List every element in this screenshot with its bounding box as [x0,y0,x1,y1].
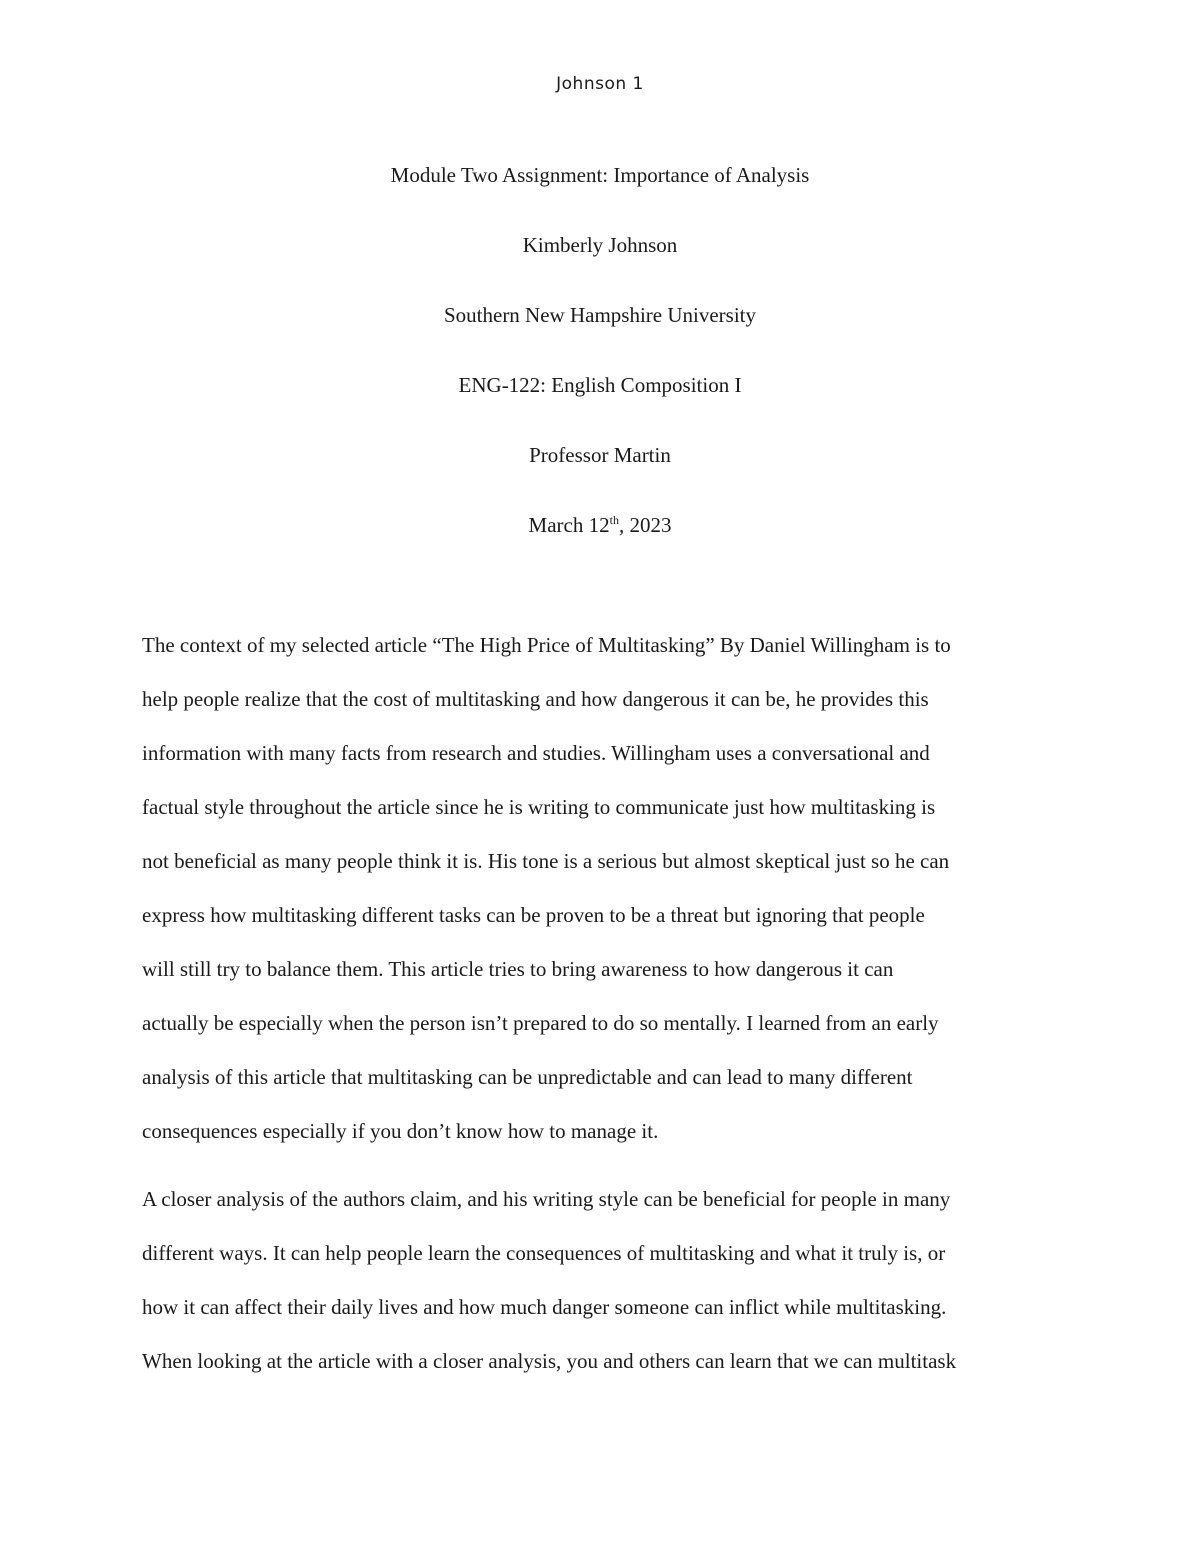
text-line: actually be especially when the person isn’t prepared to do so mentally. I learned from an early [142,1011,939,1035]
text-line: factual style throughout the article since he is writing to communicate just how multitasking is [142,795,936,819]
submission-date [0,490,1200,560]
text-line: A closer analysis of the authors claim, and his writing style can be beneficial for people in many [142,1187,951,1211]
date-ordinal-suffix: th [609,513,619,527]
paragraph-2 [142,1172,1072,1388]
instructor-name: Professor Martin [529,443,671,467]
date-year: , 2023 [618,513,672,537]
text-line: The context of my selected article “The High Price of Multitasking” By Daniel Willingham is to [142,633,951,657]
text-line: consequences especially if you don’t know how to manage it. [142,1119,659,1143]
title-page-block [0,140,1200,560]
paper-title: Module Two Assignment: Importance of Analysis [390,163,810,187]
author-name: Kimberly Johnson [522,233,678,257]
date-month-day: March 12 [528,513,610,537]
text-line: different ways. It can help people learn the consequences of multitasking and what it truly is, or [142,1241,946,1265]
text-line: how it can affect their daily lives and how much danger someone can inflict while multitasking. [142,1295,947,1319]
text-line: not beneficial as many people think it is. His tone is a serious but almost skeptical just so he can [142,849,950,873]
text-line: help people realize that the cost of multitasking and how dangerous it can be, he provides this [142,687,929,711]
paragraph-1 [142,618,1072,1158]
institution-name: Southern New Hampshire University [443,303,757,327]
running-head: Johnson 1 [556,74,644,94]
text-line: information with many facts from research and studies. Willingham uses a conversational and [142,741,930,765]
text-line: When looking at the article with a closer analysis, you and others can learn that we can multitask [142,1349,957,1373]
text-line: analysis of this article that multitasking can be unpredictable and can lead to many different [142,1065,913,1089]
essay-body [142,618,1072,1388]
text-line: express how multitasking different tasks can be proven to be a threat but ignoring that people [142,903,925,927]
course-name: ENG-122: English Composition I [458,373,742,397]
text-line: will still try to balance them. This article tries to bring awareness to how dangerous it can [142,957,894,981]
